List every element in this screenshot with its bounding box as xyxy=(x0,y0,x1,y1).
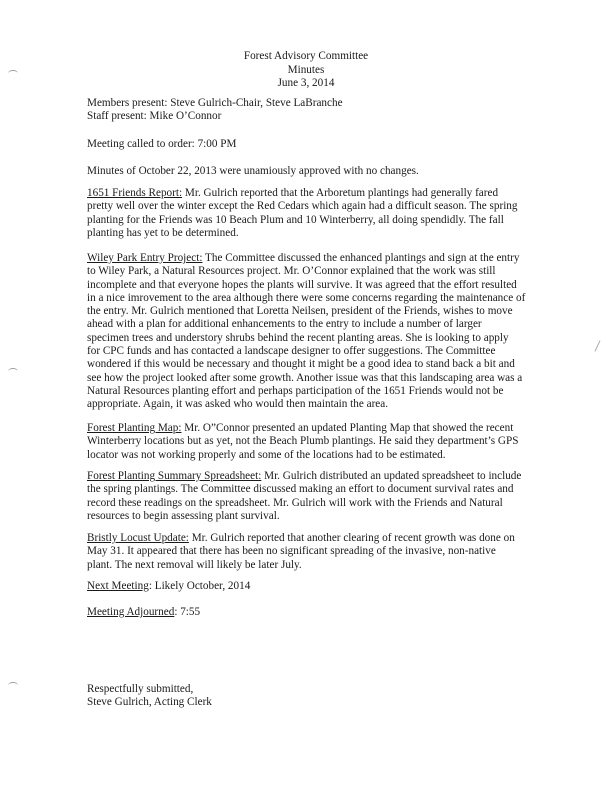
document-type: Minutes xyxy=(287,63,325,76)
members-present: Members present: Steve Gulrich-Chair, Steve LaBranche xyxy=(87,97,343,109)
section-planting-map: Forest Planting Map: Mr. O”Connor presented an updated Planting Map that showed the recent Winterberry locations but as yet, not the Beach Plumb plantings. He said they department’s GPS locator was not working properly and some of the locations had to be estimated. xyxy=(87,422,519,461)
closing: Respectfully submitted, xyxy=(87,683,194,695)
section-title: Next Meeting xyxy=(87,580,149,592)
section-friends-report: 1651 Friends Report: Mr. Gulrich reported that the Arboretum plantings had generally fared pretty well over the winter except the Red Cedars which again had a difficult season. The spring planting for the Friends was 10 Beach Plum and 10 Winterberry, all doing spendidly. The fall planting has yet to be determined. xyxy=(87,187,518,239)
section-title: Forest Planting Map: xyxy=(87,422,182,434)
signer-name: Steve Gulrich, Acting Clerk xyxy=(87,696,212,709)
scan-mark xyxy=(8,368,18,375)
signature-block xyxy=(87,683,537,710)
committee-name: Forest Advisory Committee xyxy=(243,50,369,62)
section-title: Wiley Park Entry Project: xyxy=(87,252,203,264)
section-wiley-park: Wiley Park Entry Project: The Committee discussed the enhanced plantings and sign at the entry to Wiley Park, a Natural Resources project. Mr. O’Connor explained that the work was still incomplete and that everyone hopes the plants will survive. It was agreed that the effort resulted in a nice imrovement to the area although there were some concerns regarding the maintenance of the entry. Mr. Gulrich mentioned that Loretta Neilsen, president of the Friends, wishes to move ahead with a plan for additional enhancements to the entry to include a number of larger specimen trees and understory shrubs behind the recent planting areas. She is looking to apply for CPC funds and has contacted a landscape designer to offer suggestions. The Committee wondered if this would be necessary and thought it might be a good idea to stand back a bit and see how the project looked after some growth. Another issue was that this landscaping area was a Natural Resources planting effort and perhaps participation of the 1651 Friends would not be appropriate. Again, it was asked who would then maintain the area. xyxy=(87,252,526,411)
section-title: Bristly Locust Update: xyxy=(87,532,189,544)
attendance-block xyxy=(87,97,537,124)
scan-mark xyxy=(8,682,18,689)
scan-mark xyxy=(595,340,601,351)
section-title: 1651 Friends Report: xyxy=(87,187,183,199)
section-bristly-locust: Bristly Locust Update: Mr. Gulrich reported that another clearing of recent growth was done on May 31. It appeared that there has been no significant spreading of the invasive, non-native plant. The next removal will likely be later July. xyxy=(87,532,515,571)
staff-present: Staff present: Mike O’Connor xyxy=(87,110,222,123)
call-to-order: Meeting called to order: 7:00 PM xyxy=(87,138,237,150)
section-title: Meeting Adjourned xyxy=(87,606,175,618)
meeting-date: June 3, 2014 xyxy=(277,77,335,89)
next-meeting: Next Meeting: Likely October, 2014 xyxy=(87,580,251,592)
section-summary-spreadsheet: Forest Planting Summary Spreadsheet: Mr. Gulrich distributed an updated spreadsheet to include the spring plantings. The Committee discussed making an effort to document survival rates and record these readings on the spreadsheet. Mr. Gulrich will work with the Friends and Natural resources to begin assessing plant survival. xyxy=(87,470,522,522)
section-title: Forest Planting Summary Spreadsheet: xyxy=(87,470,262,482)
meeting-adjourned: Meeting Adjourned: 7:55 xyxy=(87,606,201,618)
document-header xyxy=(0,50,612,91)
prior-minutes: Minutes of October 22, 2013 were unamiously approved with no changes. xyxy=(87,165,419,177)
